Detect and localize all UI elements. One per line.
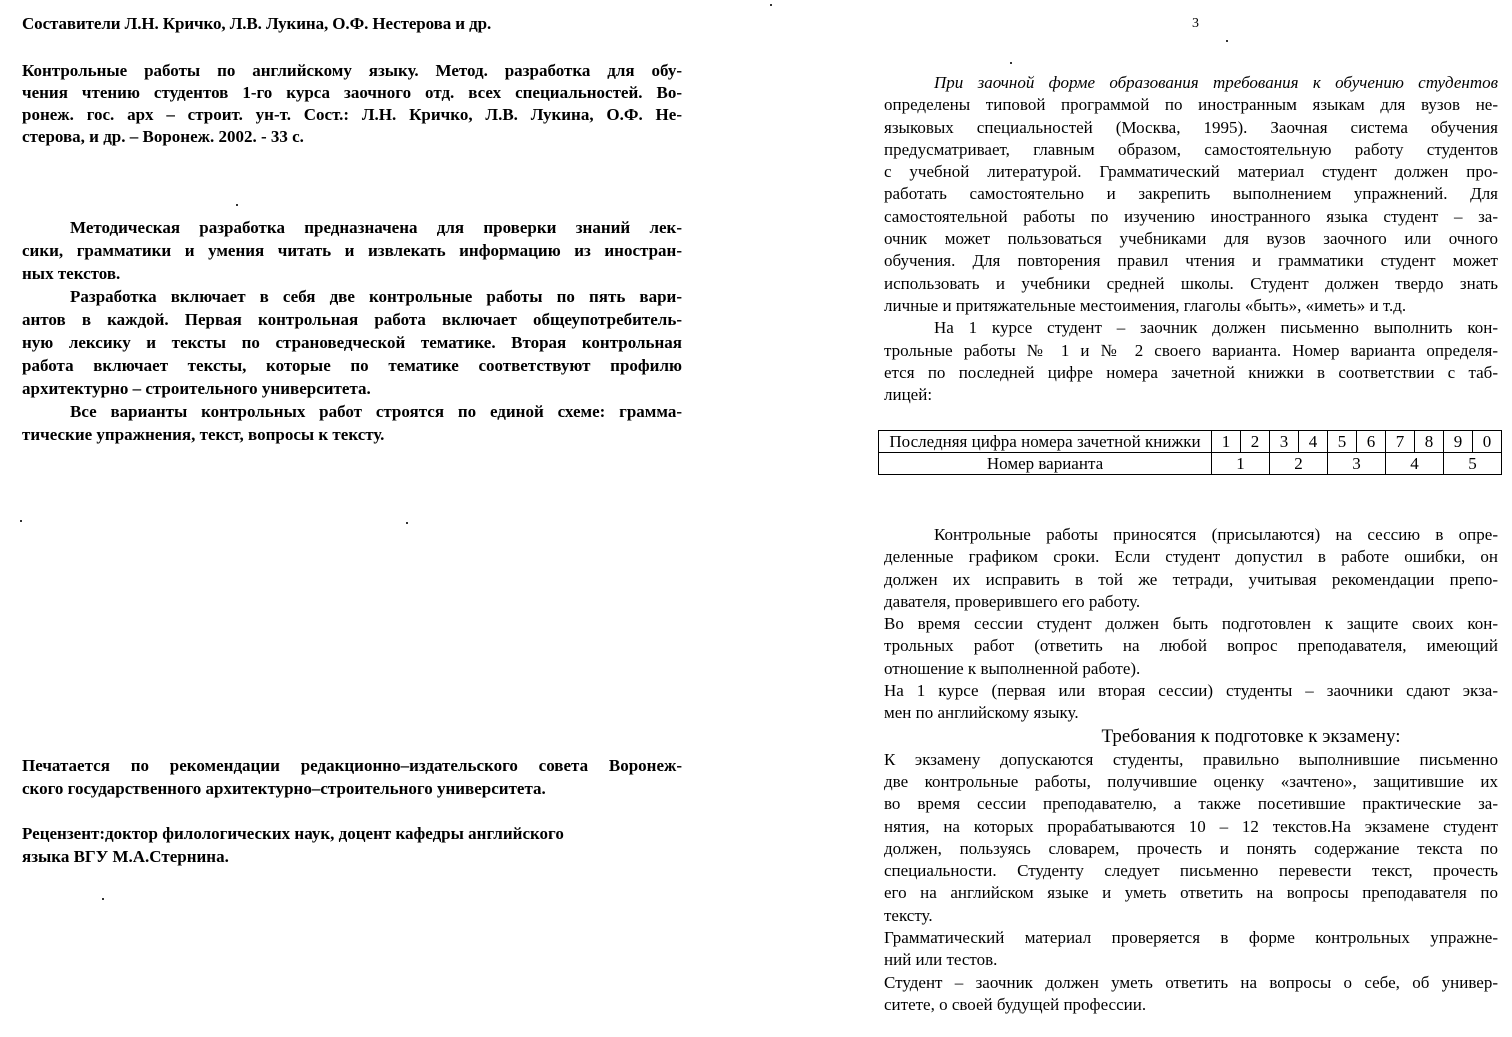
biblio-line: Контрольные работы по английскому языку. Метод. разработка для обу- (22, 61, 682, 80)
biblio-line: стерова, и др. – Воронеж. 2002. - 33 с. (22, 127, 304, 146)
exam-line: К экзамену допускаются студенты, правильно выполнившие письменно (884, 749, 1498, 769)
scan-speck (236, 204, 238, 206)
exam-heading: Требования к подготовке к экзамену: (1101, 725, 1401, 747)
variant-cell: 2 (1270, 453, 1328, 475)
exam-line: его на английском языке и уметь ответить на вопросы преподавателя по (884, 883, 1498, 903)
intro-line: самостоятельной работы по изучению иностранного языка студент – за- (884, 206, 1498, 226)
reviewer-line: языка ВГУ М.А.Стернина. (22, 847, 229, 866)
scan-speck (406, 522, 408, 524)
reviewer (22, 822, 682, 868)
variant-cell: 4 (1386, 453, 1444, 475)
annotation-line: сики, грамматики и умения читать и извлекать информацию из иностран- (22, 241, 682, 260)
digit-cell: 2 (1241, 431, 1270, 453)
compilers-line: Составители Л.Н. Кричко, Л.В. Лукина, О.Ф. Нестерова и др. (22, 14, 492, 33)
requirements-text (884, 524, 1498, 1016)
exam-line: нятия, на которых прорабатываются 10 – 12 текстов.На экзамене студент (884, 816, 1498, 836)
intro-line: ется по последней цифре номера зачетной книжки в соответствии с таб- (884, 362, 1498, 382)
scan-speck (770, 4, 772, 6)
variant-table (878, 430, 1502, 475)
requirements-line: отношение к выполненной работе). (884, 658, 1141, 678)
exam-line: ний или тестов. (884, 950, 998, 970)
scan-speck (1010, 62, 1012, 64)
scan-speck (20, 520, 22, 522)
exam-line: специальности. Студенту следует письменно перевести текст, прочесть (884, 861, 1498, 881)
digit-cell: 3 (1270, 431, 1299, 453)
intro-line: очник может пользоваться учебниками для вузов заочного или очного (884, 229, 1498, 249)
exam-line: тексту. (884, 905, 933, 925)
intro-line: использовать и учебники средней школы. Студент должен твердо знать (884, 273, 1498, 293)
annotation-line: Все варианты контрольных работ строятся по единой схеме: грамма- (70, 402, 682, 421)
requirements-line: мен по английскому языку. (884, 703, 1079, 723)
print-recommendation-line: ского государственного архитектурно–строительного университета. (22, 779, 546, 798)
intro-line: лицей: (884, 385, 933, 405)
requirements-line: давателя, проверившего его работу. (884, 591, 1141, 611)
intro-line: личные и притяжательные местоимения, глаголы «быть», «иметь» и т.д. (884, 295, 1407, 315)
intro-line: трольные работы № 1 и № 2 своего варианта. Номер варианта определя- (884, 340, 1498, 360)
annotation-line: тические упражнения, текст, вопросы к тексту. (22, 425, 385, 444)
exam-line: во время сессии преподавателю, а также посетившие практические за- (884, 794, 1498, 814)
table-row (879, 453, 1502, 475)
digit-cell: 0 (1473, 431, 1502, 453)
requirements-line: На 1 курсе (первая или вторая сессии) студенты – заочники сдают экза- (884, 681, 1498, 701)
exam-line: Студент – заочник должен уметь ответить на вопросы о себе, об универ- (884, 972, 1498, 992)
intro-text (884, 72, 1498, 406)
annotation-line: ную лексику и тексты по страноведческой тематике. Вторая контрольная (22, 333, 682, 352)
intro-line: с учебной литературой. Грамматический материал студент должен про- (884, 162, 1498, 182)
table-header-cell: Последняя цифра номера зачетной книжки (879, 431, 1212, 453)
intro-line: языковых специальностей (Москва, 1995). Заочная система обучения (884, 117, 1498, 137)
reviewer-line: Рецензент:доктор филологических наук, доцент кафедры английского (22, 824, 564, 843)
requirements-line: трольных работ (ответить на любой вопрос преподавателя, имеющий (884, 636, 1498, 656)
exam-line: две контрольные работы, получившие оценку «зачтено», защитившие их (884, 771, 1498, 791)
requirements-line: Во время сессии студент должен быть подготовлен к защите своих кон- (884, 614, 1498, 634)
page-number: 3 (1192, 16, 1199, 31)
exam-line: должен, пользуясь словарем, прочесть и понять содержание текста по (884, 838, 1498, 858)
annotation-line: ных текстов. (22, 264, 121, 283)
digit-cell: 1 (1212, 431, 1241, 453)
print-recommendation (22, 754, 682, 800)
intro-line: предусматривает, главным образом, самостоятельную работу студентов (884, 139, 1498, 159)
requirements-line: Контрольные работы приносятся (присылаются) на сессию в опре- (934, 525, 1498, 544)
exam-line: ситете, о своей будущей профессии. (884, 994, 1147, 1014)
annotation-line: Методическая разработка предназначена для проверки знаний лек- (70, 218, 682, 237)
digit-cell: 9 (1444, 431, 1473, 453)
bibliographic-entry (22, 60, 682, 148)
intro-line: работать самостоятельно и закрепить выполнением упражнений. Для (884, 184, 1498, 204)
table-header-cell: Номер варианта (879, 453, 1212, 475)
annotation-line: работа включает тексты, которые по тематике соответствуют профилю (22, 356, 682, 375)
variant-cell: 1 (1212, 453, 1270, 475)
intro-line: При заочной форме образования требования к обучению студентов (934, 73, 1498, 92)
variant-cell: 5 (1444, 453, 1502, 475)
table-row (879, 431, 1502, 453)
annotation-line: антов в каждой. Первая контрольная работа включает общеупотребитель- (22, 310, 682, 329)
requirements-line: должен их исправить в той же тетради, учитывая рекомендации препо- (884, 569, 1498, 589)
exam-line: Грамматический материал проверяется в форме контрольных упражне- (884, 928, 1498, 948)
annotation-line: Разработка включает в себя две контрольные работы по пять вари- (70, 287, 682, 306)
digit-cell: 8 (1415, 431, 1444, 453)
print-recommendation-line: Печатается по рекомендации редакционно–издательского совета Воронеж- (22, 756, 682, 775)
biblio-line: ронеж. гос. арх – строит. ун-т. Сост.: Л.Н. Кричко, Л.В. Лукина, О.Ф. Не- (22, 105, 682, 124)
intro-line: На 1 курсе студент – заочник должен письменно выполнить кон- (934, 318, 1498, 338)
intro-line: обучения. Для повторения правил чтения и грамматики студент может (884, 251, 1498, 271)
annotation (22, 216, 682, 446)
intro-line: определены типовой программой по иностранным языкам для вузов не- (884, 95, 1498, 115)
digit-cell: 6 (1357, 431, 1386, 453)
requirements-line: деленные графиком сроки. Если студент допустил в работе ошибки, он (884, 547, 1498, 567)
digit-cell: 4 (1299, 431, 1328, 453)
annotation-line: архитектурно – строительного университета. (22, 379, 371, 398)
biblio-line: чения чтению студентов 1-го курса заочного отд. всех специальностей. Во- (22, 83, 682, 102)
variant-cell: 3 (1328, 453, 1386, 475)
scan-speck (1226, 40, 1228, 42)
digit-cell: 5 (1328, 431, 1357, 453)
scan-speck (102, 898, 104, 900)
right-page (756, 0, 1512, 1037)
digit-cell: 7 (1386, 431, 1415, 453)
